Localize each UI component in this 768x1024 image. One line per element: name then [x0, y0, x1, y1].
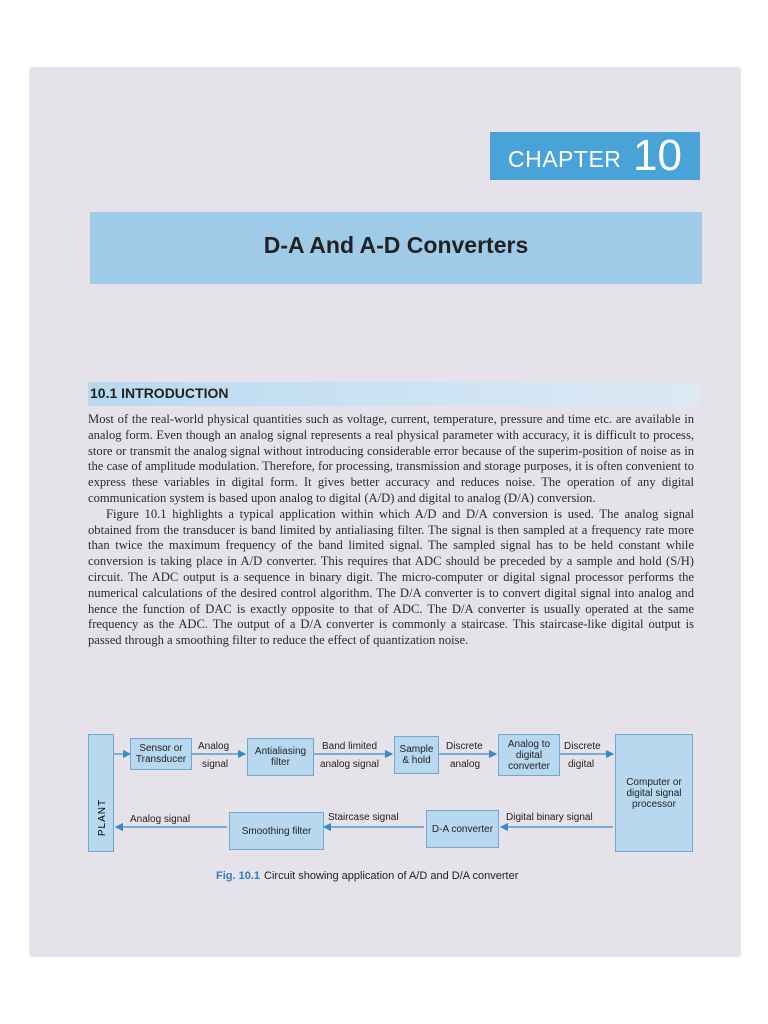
- computer-block: Computer or digital signal processor: [615, 734, 693, 852]
- chapter-band: [490, 132, 700, 180]
- sensor-block: Sensor or Transducer: [130, 738, 192, 770]
- sample-hold-block: Sample & hold: [394, 736, 439, 774]
- figure-caption: [216, 870, 518, 882]
- plant-label: PLANT: [97, 798, 109, 837]
- antialiasing-block: Antialiasing filter: [247, 738, 314, 776]
- label-band-top: Band limited: [322, 741, 378, 752]
- paragraph-2: Figure 10.1 highlights a typical application within which A/D and D/A conversion is used. The analog signal obtained from the transducer is band limited by antialiasing filter. The signal is then sampled at a frequency rate more than twice the maximum frequency of the band limited signal. The sampled signal has to be held constant while conversion is taking place in A/D converter. This requires that ADC should be preceded by a sample and hold (S/H) circuit. The ADC output is a sequence in binary digit. The micro-computer or digital signal processor performs the numerical calculations of the desired control algorithm. The D/A converter is to convert digital signal into analog and hence the function of DAC is exactly opposite to that of ADC. The D/A converter is usually operated at the same frequency as the ADC. The output of a D/A converter is commonly a staircase. This staircase-like digital output is passed through a smoothing filter to reduce the effect of quantization noise.: [88, 506, 694, 648]
- label-analog-bottom: signal: [202, 759, 229, 770]
- label-analog-top: Analog: [198, 741, 230, 752]
- body-text: [88, 412, 694, 649]
- label-discrete-top: Discrete: [446, 741, 483, 752]
- chapter-number: 10: [633, 131, 682, 180]
- figure-number: Fig. 10.1: [216, 870, 261, 882]
- chapter-title: D-A And A-D Converters: [263, 232, 529, 258]
- figure-caption-text: Circuit showing application of A/D and D/A converter: [264, 870, 519, 882]
- label-staircase: Staircase signal: [328, 812, 399, 823]
- chapter-word: CHAPTER: [508, 146, 622, 172]
- label-discrete-digital-bottom: digital: [568, 759, 595, 770]
- smoothing-block: Smoothing filter: [229, 812, 324, 850]
- paragraph-1: Most of the real-world physical quantities such as voltage, current, temperature, pressure and time etc. are available in analog form. Even though an analog signal represents a real physical parameter with accuracy, it is difficult to process, store or transmit the analog signal without introducing considerable error because of the superim-position of noise as in the case of amplitude modulation. Therefore, for processing, transmission and storage purposes, it is often convenient to express these variables in digital form. It gives better accuracy and reduces noise. The operation of any digital communication system is based upon analog to digital (A/D) and digital to analog (D/A) conversion.: [88, 412, 694, 505]
- section-heading: [88, 382, 700, 406]
- adc-block: Analog to digital converter: [498, 734, 560, 776]
- label-analog-signal-return: Analog signal: [130, 814, 191, 825]
- title-band: [90, 212, 702, 284]
- label-discrete-digital-top: Discrete: [564, 741, 601, 752]
- label-band-bottom: analog signal: [320, 759, 379, 770]
- block-diagram: [86, 732, 696, 892]
- section-heading-text: 10.1 INTRODUCTION: [90, 385, 229, 401]
- dac-block: D-A converter: [426, 810, 499, 848]
- book-page: [30, 68, 740, 956]
- label-digital-binary: Digital binary signal: [506, 812, 593, 823]
- label-discrete-bottom: analog: [450, 759, 481, 770]
